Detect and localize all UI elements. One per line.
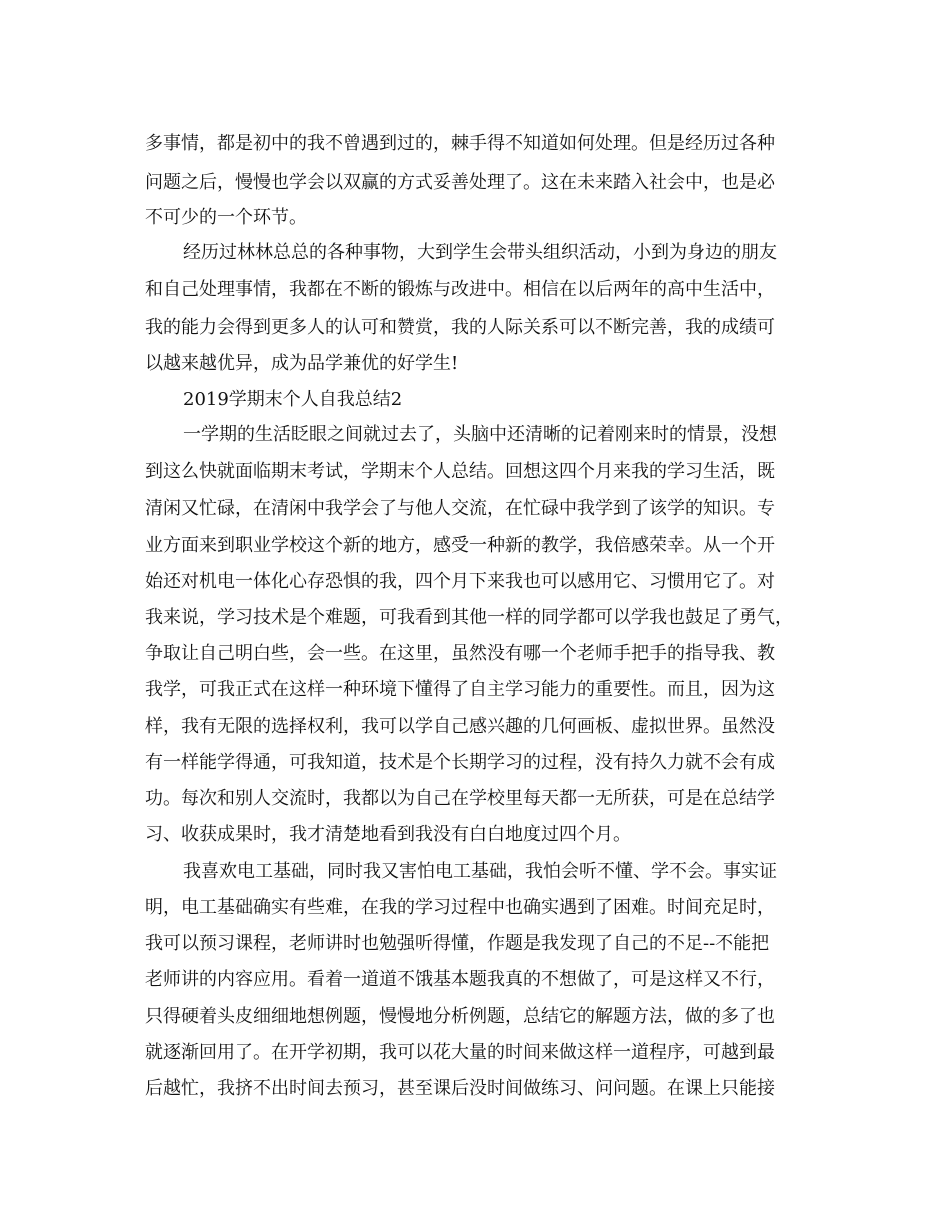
text-line: 功。每次和别人交流时，我都以为自己在学校里每天都一无所获，可是在总结学 — [145, 788, 775, 809]
text-line: 有一样能学得通，可我知道，技术是个长期学习的过程，没有持久力就不会有成 — [145, 752, 775, 773]
text-line: 就逐渐回用了。在开学初期，我可以花大量的时间来做这样一道程序，可越到最 — [145, 1042, 775, 1063]
text-line: 清闲又忙碌，在清闲中我学会了与他人交流，在忙碌中我学到了该学的知识。专 — [145, 498, 775, 519]
paragraph-start-line: 我喜欢电工基础，同时我又害怕电工基础，我怕会听不懂、学不会。事实证 — [183, 861, 777, 882]
section-heading: 2019学期末个人自我总结2 — [183, 389, 403, 410]
text-line: 我可以预习课程，老师讲时也勉强听得懂，作题是我发现了自己的不足--不能把 — [145, 933, 770, 954]
text-line: 老师讲的内容应用。看着一道道不饿基本题我真的不想做了，可是这样又不行， — [145, 969, 775, 990]
text-line: 和自己处理事情，我都在不断的锻炼与改进中。相信在以后两年的高中生活中， — [145, 279, 775, 300]
text-line: 到这么快就面临期末考试，学期末个人总结。回想这四个月来我的学习生活，既 — [145, 461, 775, 482]
text-line: 不可少的一个环节。 — [145, 207, 307, 228]
text-line: 以越来越优异，成为品学兼优的好学生! — [145, 353, 459, 374]
text-line: 习、收获成果时，我才清楚地看到我没有白白地度过四个月。 — [145, 824, 631, 845]
text-line: 我来说，学习技术是个难题，可我看到其他一样的同学都可以学我也鼓足了勇气， — [145, 607, 793, 628]
text-line: 争取让自己明白些，会一些。在这里，虽然没有哪一个老师手把手的指导我、教 — [145, 643, 775, 664]
text-line: 只得硬着头皮细细地想例题，慢慢地分析例题，总结它的解题方法，做的多了也 — [145, 1006, 775, 1027]
paragraph-start-line: 经历过林林总总的各种事物，大到学生会带头组织活动，小到为身边的朋友 — [183, 242, 777, 263]
text-line: 我学，可我正式在这样一种环境下懂得了自主学习能力的重要性。而且，因为这 — [145, 679, 775, 700]
text-line: 业方面来到职业学校这个新的地方，感受一种新的教学，我倍感荣幸。从一个开 — [145, 535, 775, 556]
text-line: 始还对机电一体化心存恐惧的我，四个月下来我也可以感用它、习惯用它了。对 — [145, 571, 775, 592]
paragraph-start-line: 一学期的生活眨眼之间就过去了，头脑中还清晰的记着刚来时的情景，没想 — [183, 424, 777, 445]
text-line: 多事情，都是初中的我不曾遇到过的，棘手得不知道如何处理。但是经历过各种 — [145, 133, 775, 154]
text-line: 问题之后，慢慢也学会以双赢的方式妥善处理了。这在未来踏入社会中，也是必 — [145, 172, 775, 193]
text-line: 我的能力会得到更多人的认可和赞赏，我的人际关系可以不断完善，我的成绩可 — [145, 317, 775, 338]
text-line: 明，电工基础确实有些难，在我的学习过程中也确实遇到了困难。时间充足时， — [145, 897, 775, 918]
text-line: 样，我有无限的选择权利，我可以学自己感兴趣的几何画板、虚拟世界。虽然没 — [145, 716, 775, 737]
text-line: 后越忙，我挤不出时间去预习，甚至课后没时间做练习、问问题。在课上只能接 — [145, 1078, 775, 1099]
